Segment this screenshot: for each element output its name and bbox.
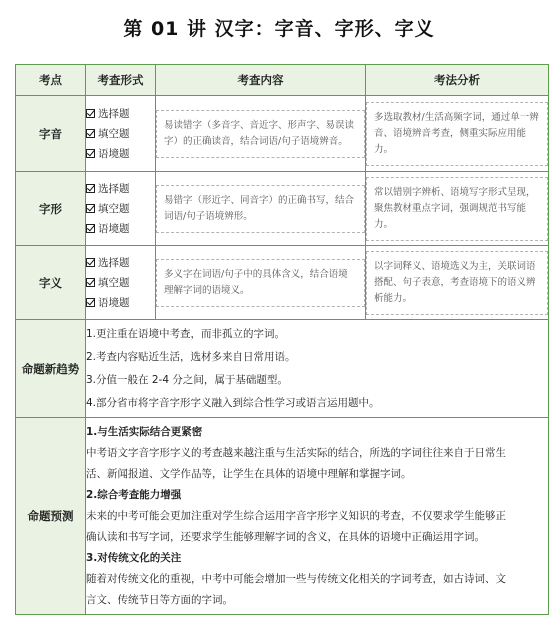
table-row-predict [16,418,549,615]
row-topic: 字形 [16,172,86,246]
table-row-pronunciation [16,96,549,172]
row-topic: 字义 [16,246,86,320]
header-content: 考查内容 [156,65,366,96]
exam-points-table [15,64,549,615]
form-label: 填空题 [98,277,130,289]
content-text: 多义字在词语/句子中的具体含义，结合语境理解字词的语境义。 [156,259,365,307]
predict-line: 确认读和书写字词，还要求学生能够理解字词的含义，在具体的语境中正确运用字词。 [86,530,485,543]
form-label: 选择题 [98,183,130,195]
form-label: 语境题 [98,148,130,160]
row-forms [86,246,156,320]
trend-item: 3.分值一般在 2-4 分之间，属于基础题型。 [86,373,288,386]
trend-list [86,320,549,418]
header-analysis: 考法分析 [366,65,549,96]
row-analysis [366,172,549,246]
predict-label: 命题预测 [16,418,86,615]
analysis-text: 多选取教材/生活高频字词，通过单一辨音、语境辨音考查，侧重实际应用能力。 [366,102,548,166]
predict-line: 随着对传统文化的重视，中考中可能会增加一些与传统文化相关的字词考查，如古诗词、文 [86,572,506,585]
form-label: 选择题 [98,257,130,269]
checkbox-checked-icon [86,109,95,118]
row-forms [86,172,156,246]
table-header-row [16,65,549,96]
predict-body [86,418,549,615]
content-text: 易读错字（多音字、音近字、形声字、易误读字）的正确读音，结合词语/句子语境辨音。 [156,110,365,158]
analysis-text: 常以错别字辨析、语境写字形式呈现，聚焦教材重点字词，强调规范书写能力。 [366,177,548,241]
checkbox-checked-icon [86,298,95,307]
form-label: 填空题 [98,128,130,140]
row-topic: 字音 [16,96,86,172]
predict-heading: 3.对传统文化的关注 [86,551,182,564]
table-row-meaning [16,246,549,320]
row-content [156,172,366,246]
row-analysis [366,96,549,172]
checkbox-checked-icon [86,224,95,233]
header-forms: 考查形式 [86,65,156,96]
page-title: 第 01 讲 汉字：字音、字形、字义 [123,18,435,40]
form-label: 选择题 [98,108,130,120]
header-topic: 考点 [16,65,86,96]
content-text: 易错字（形近字、同音字）的正确书写，结合词语/句子语境辨形。 [156,185,365,233]
trend-label: 命题新趋势 [16,320,86,418]
row-analysis [366,246,549,320]
trend-item: 2.考查内容贴近生活，选材多来自日常用语。 [86,350,296,363]
trend-item: 4.部分省市将字音字形字义融入到综合性学习或语言运用题中。 [86,396,380,409]
predict-heading: 2.综合考查能力增强 [86,488,182,501]
row-content [156,246,366,320]
predict-heading: 1.与生活实际结合更紧密 [86,425,203,438]
table-row-form [16,172,549,246]
form-label: 语境题 [98,223,130,235]
predict-line: 活、新闻报道、文学作品等，让学生在具体的语境中理解和掌握字词。 [86,467,412,480]
predict-line: 中考语文字音字形字义的考查越来越注重与生活实际的结合，所选的字词往往来自于日常生 [86,446,506,459]
table-row-trend [16,320,549,418]
checkbox-checked-icon [86,258,95,267]
predict-line: 未来的中考可能会更加注重对学生综合运用字音字形字义知识的考查，不仅要求学生能够正 [86,509,506,522]
checkbox-checked-icon [86,184,95,193]
row-content [156,96,366,172]
form-label: 语境题 [98,297,130,309]
form-label: 填空题 [98,203,130,215]
row-forms [86,96,156,172]
checkbox-checked-icon [86,204,95,213]
analysis-text: 以字词释义、语境选义为主，关联词语搭配、句子表意，考查语境下的语义辨析能力。 [366,251,548,315]
checkbox-checked-icon [86,129,95,138]
checkbox-checked-icon [86,278,95,287]
predict-line: 言文、传统节日等方面的字词。 [86,593,233,606]
trend-item: 1.更注重在语境中考查，而非孤立的字词。 [86,327,286,340]
checkbox-checked-icon [86,149,95,158]
